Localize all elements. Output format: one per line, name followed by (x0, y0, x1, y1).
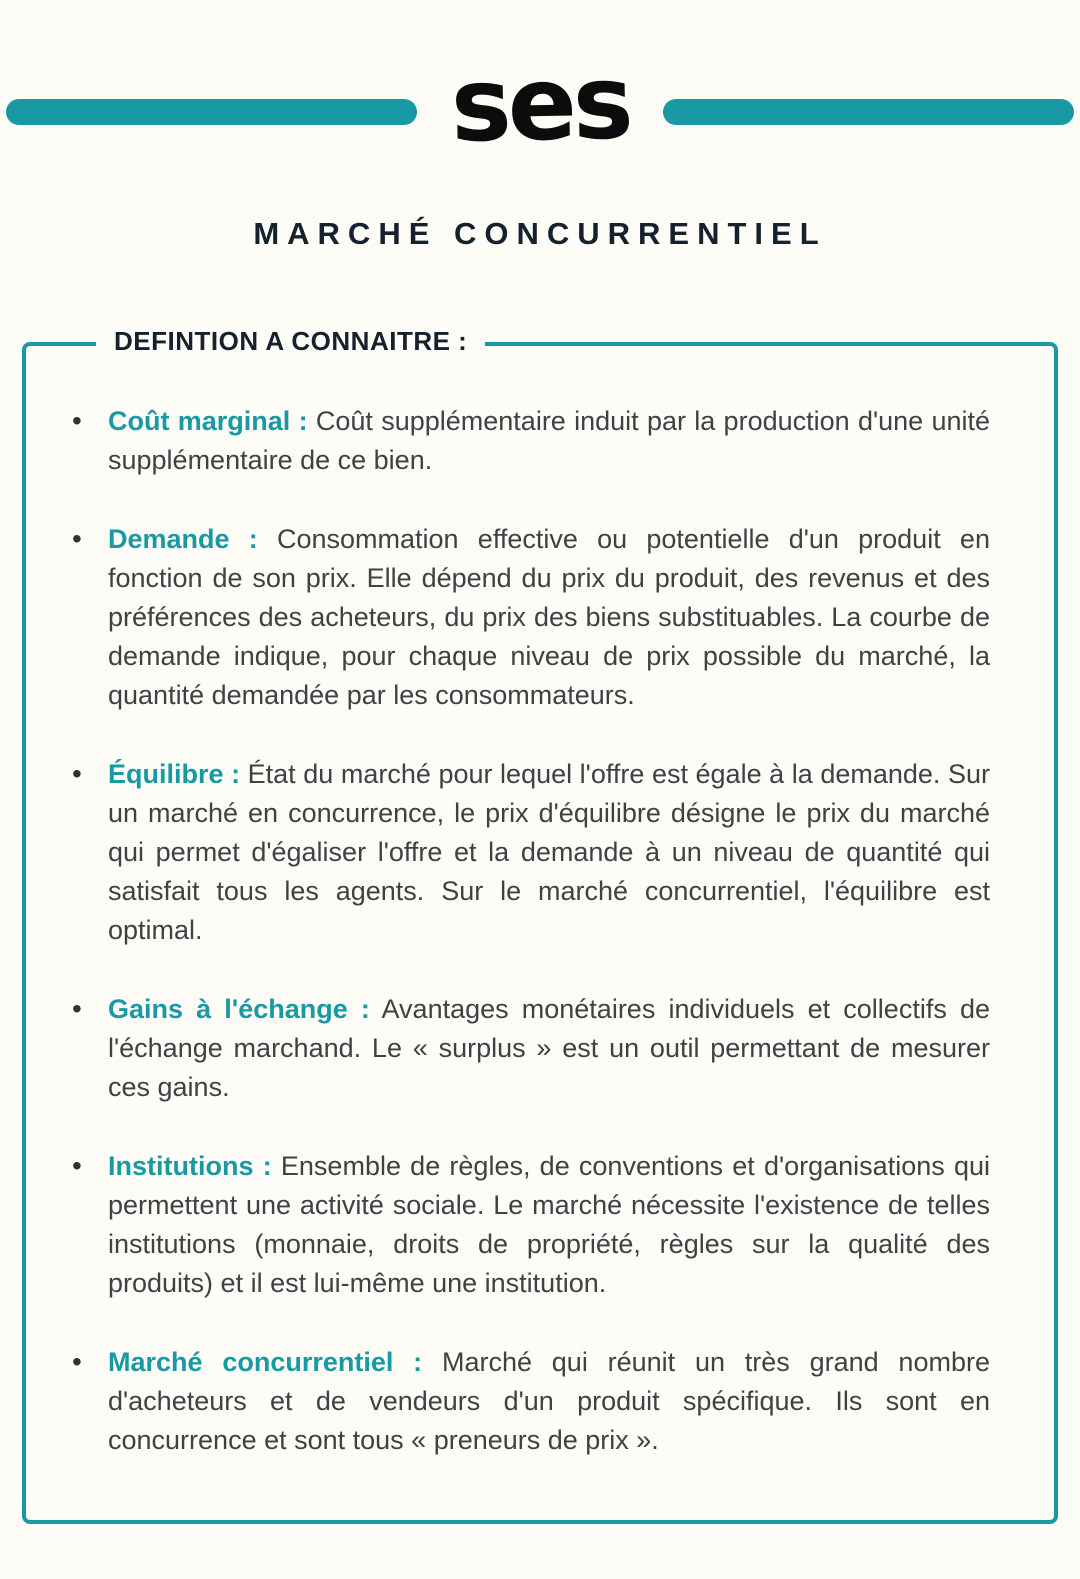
definition-text: État du marché pour lequel l'offre est égale à la demande. Sur un marché en concurrence, le prix d'équilibre désigne le prix du marché qui permet d'égaliser l'offre et la demande à un niveau de quantité qui satisfait tous les agents. Sur le marché concurrentiel, l'équilibre est optimal. (108, 759, 990, 945)
definition-item-equilibre (70, 755, 990, 950)
definition-item-gains-a-l-echange (70, 990, 990, 1107)
bullet-icon: • (72, 758, 82, 789)
definitions-box (22, 326, 1058, 1524)
definition-term: Institutions : (108, 1151, 272, 1181)
definitions-box-title: DEFINTION A CONNAITRE : (96, 326, 485, 357)
bullet-icon: • (72, 523, 82, 554)
definition-text: Consommation effective ou potentielle d'un produit en fonction de son prix. Elle dépend du prix du produit, des revenus et des préférences des acheteurs, du prix des biens substituables. La courbe de demande indique, pour chaque niveau de prix possible du marché, la quantité demandée par les consommateurs. (108, 524, 990, 710)
definition-item-institutions (70, 1147, 990, 1303)
bullet-icon: • (72, 405, 82, 436)
ses-logo: ses (449, 43, 631, 166)
decorative-bar-left (6, 99, 417, 125)
bullet-icon: • (72, 1150, 82, 1181)
definition-term: Coût marginal : (108, 406, 308, 436)
study-sheet-page (0, 43, 1080, 1579)
definition-text: Ensemble de règles, de conventions et d'organisations qui permettent une activité sociale. Le marché nécessite l'existence de telles institutions (monnaie, droits de propriété, règles sur la qualité des produits) et il est lui-même une institution. (108, 1151, 990, 1298)
header (0, 43, 1080, 172)
bullet-icon: • (72, 1346, 82, 1377)
definition-text: Coût supplémentaire induit par la production d'une unité supplémentaire de ce bien. (108, 406, 990, 475)
page-title: MARCHÉ CONCURRENTIEL (253, 216, 827, 251)
definition-term: Gains à l'échange : (108, 994, 370, 1024)
definition-term: Demande : (108, 524, 258, 554)
definition-term: Équilibre : (108, 759, 241, 789)
definition-text: Avantages monétaires individuels et collectifs de l'échange marchand. Le « surplus » est un outil permettant de mesurer ces gains. (108, 994, 990, 1102)
definition-term: Marché concurrentiel : (108, 1347, 423, 1377)
definition-item-demande (70, 520, 990, 715)
bullet-icon: • (72, 993, 82, 1024)
definition-item-cout-marginal (70, 402, 990, 480)
decorative-bar-right (663, 99, 1074, 125)
definition-item-marche-concurrentiel (70, 1343, 990, 1460)
definitions-list (70, 402, 990, 1460)
definition-text: Marché qui réunit un très grand nombre d'acheteurs et de vendeurs d'un produit spécifique. Ils sont en concurrence et sont tous « preneurs de prix ». (108, 1347, 990, 1455)
